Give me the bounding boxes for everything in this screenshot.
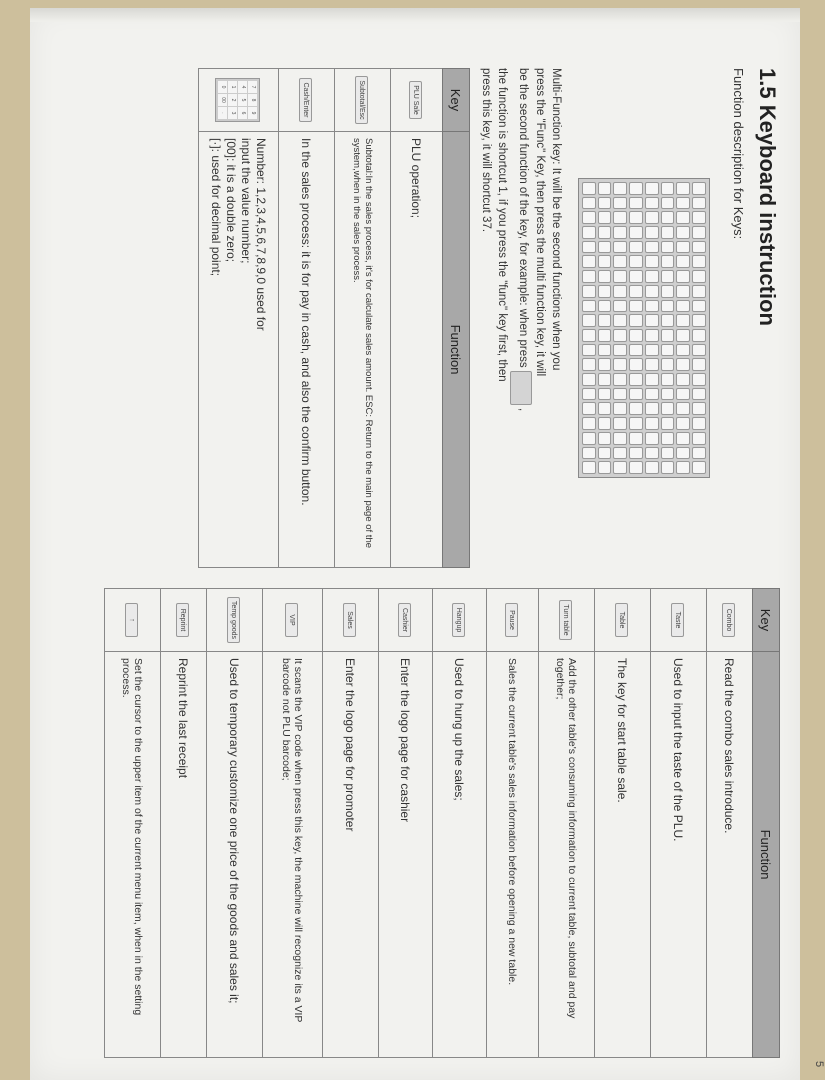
key-cap: Turn table <box>560 600 573 639</box>
keyboard-key <box>598 432 612 445</box>
keyboard-key <box>677 329 691 342</box>
keyboard-key <box>614 461 628 474</box>
keyboard-key <box>677 270 691 283</box>
keyboard-key <box>692 255 706 268</box>
table-header-function: Function <box>753 652 780 1058</box>
keyboard-key <box>614 388 628 401</box>
multi-function-description <box>478 68 564 568</box>
numpad-key: 9 <box>249 107 258 119</box>
keyboard-key <box>598 300 612 313</box>
table-row <box>433 589 487 1058</box>
keyboard-key <box>692 285 706 298</box>
keyboard-key <box>677 358 691 371</box>
keyboard-key <box>692 417 706 430</box>
keyboard-key <box>661 432 675 445</box>
keyboard-key <box>661 417 675 430</box>
keyboard-key <box>629 373 643 386</box>
keyboard-key <box>645 197 659 210</box>
keyboard-key <box>629 270 643 283</box>
keyboard-key <box>645 226 659 239</box>
table-header-function: Function <box>443 132 470 568</box>
function-text: Read the combo sales introduce. <box>707 652 753 1058</box>
numpad-key: 2 <box>229 94 238 106</box>
keyboard-key <box>614 197 628 210</box>
keyboard-key <box>661 402 675 415</box>
keyboard-key <box>598 358 612 371</box>
keyboard-key <box>582 241 596 254</box>
keyboard-key <box>614 270 628 283</box>
keyboard-key <box>614 314 628 327</box>
keyboard-key <box>661 344 675 357</box>
keyboard-key <box>598 211 612 224</box>
keyboard-key <box>582 211 596 224</box>
numpad-key: 8 <box>249 94 258 106</box>
keyboard-key <box>645 344 659 357</box>
key-cap: ↑ <box>126 603 139 637</box>
key-cap: Cashier <box>399 603 412 637</box>
keyboard-key <box>692 461 706 474</box>
keyboard-key <box>614 285 628 298</box>
para-line: Multi-Function key: It will be the second functions when you <box>550 68 562 371</box>
keyboard-key <box>629 182 643 195</box>
keyboard-key <box>614 329 628 342</box>
keyboard-key <box>661 358 675 371</box>
keyboard-key <box>614 432 628 445</box>
function-text: PLU operation; <box>391 132 443 568</box>
key-cash-enter: Cash/Enter <box>300 78 313 121</box>
keyboard-key <box>629 255 643 268</box>
numpad-key: 5 <box>239 94 248 106</box>
keyboard-key <box>692 388 706 401</box>
key-plu-sale: PLU Sale <box>410 81 423 119</box>
keyboard-key <box>629 358 643 371</box>
keyboard-key <box>677 314 691 327</box>
keyboard-key <box>614 344 628 357</box>
function-text: Number: 1,2,3,4,5,6,7,8,9,0 used for input the value number; [00]: it is a double zero; [·]: used for decimal point; <box>199 132 279 568</box>
key-subtotal-esc: Subtotal/Esc <box>356 76 369 123</box>
keyboard-key <box>661 461 675 474</box>
keyboard-key <box>629 402 643 415</box>
keyboard-key <box>677 197 691 210</box>
keyboard-key <box>614 241 628 254</box>
keyboard-key <box>645 432 659 445</box>
func-key-icon <box>510 371 532 405</box>
keyboard-key <box>582 270 596 283</box>
keyboard-key <box>692 182 706 195</box>
keyboard-key <box>598 402 612 415</box>
table-row <box>199 69 279 568</box>
numpad-key: 0 <box>219 81 228 93</box>
table-row <box>105 589 161 1058</box>
keyboard-key <box>645 358 659 371</box>
table-row <box>651 589 707 1058</box>
function-text: Subtotal:In the sales process, it's for calculate sales amount. ESC: Return to the main page of the system,when in the sales process. <box>335 132 391 568</box>
keyboard-key <box>614 402 628 415</box>
numpad-key: 3 <box>229 107 238 119</box>
keyboard-key <box>645 241 659 254</box>
para-line: press this key, it will shortcut 37. <box>480 68 492 233</box>
keyboard-key <box>661 182 675 195</box>
keyboard-key <box>582 432 596 445</box>
keyboard-key <box>614 211 628 224</box>
numpad-key: 4 <box>239 81 248 93</box>
keyboard-key <box>582 300 596 313</box>
keyboard-key <box>692 300 706 313</box>
right-key-table <box>104 588 780 1058</box>
keyboard-key <box>598 344 612 357</box>
para-line: press the "Func" Key, then press the multi function key, it will <box>534 68 546 377</box>
keyboard-key <box>661 314 675 327</box>
function-text: Enter the logo page for cashier <box>379 652 433 1058</box>
numpad-key: 7 <box>249 81 258 93</box>
keyboard-key <box>582 417 596 430</box>
keyboard-key <box>582 447 596 460</box>
table-row <box>207 589 263 1058</box>
keyboard-key <box>661 197 675 210</box>
keyboard-key <box>661 255 675 268</box>
keyboard-key <box>661 270 675 283</box>
keyboard-key <box>661 211 675 224</box>
keyboard-key <box>629 461 643 474</box>
key-cap: Taste <box>672 603 685 637</box>
keyboard-key <box>692 270 706 283</box>
keyboard-key <box>661 373 675 386</box>
key-cap: Combo <box>723 603 736 637</box>
keyboard-key <box>598 182 612 195</box>
keyboard-key <box>645 388 659 401</box>
left-key-table <box>198 68 470 568</box>
keyboard-key <box>692 329 706 342</box>
keyboard-key <box>582 373 596 386</box>
keyboard-key <box>614 226 628 239</box>
keyboard-key <box>598 447 612 460</box>
keyboard-key <box>677 226 691 239</box>
keyboard-key <box>692 211 706 224</box>
table-row <box>279 69 335 568</box>
keyboard-key <box>661 285 675 298</box>
keyboard-key <box>629 388 643 401</box>
keyboard-key <box>598 461 612 474</box>
function-text: It scans the VIP code when press this key, the machine will recognize its a VIP barcode not PLU barcode; <box>263 652 323 1058</box>
keyboard-key <box>692 197 706 210</box>
keyboard-key <box>598 226 612 239</box>
keyboard-key <box>661 241 675 254</box>
function-text: Add the other table's consuming information to current table, subtotal and pay together; <box>539 652 595 1058</box>
keyboard-key <box>677 285 691 298</box>
keyboard-key <box>677 241 691 254</box>
table-row <box>323 589 379 1058</box>
keyboard-key <box>629 241 643 254</box>
keyboard-key <box>614 182 628 195</box>
section-heading: 1.5 Keyboard instruction <box>755 68 780 326</box>
keyboard-key <box>629 226 643 239</box>
keyboard-key <box>582 226 596 239</box>
key-cap: Table <box>616 603 629 637</box>
table-row <box>263 589 323 1058</box>
function-text: Reprint the last receipt <box>161 652 207 1058</box>
keyboard-key <box>692 344 706 357</box>
keyboard-key <box>677 461 691 474</box>
table-header-key: Key <box>753 589 780 652</box>
keyboard-key <box>598 417 612 430</box>
table-header-key: Key <box>443 69 470 132</box>
key-cap: Reprint <box>177 603 190 637</box>
keyboard-key <box>629 314 643 327</box>
keyboard-key <box>661 226 675 239</box>
keyboard-key <box>582 197 596 210</box>
right-column <box>70 588 780 1068</box>
function-text: The key for start table sale. <box>595 652 651 1058</box>
key-cap: Temp goods <box>228 597 241 643</box>
function-text: Set the cursor to the upper item of the current menu item, when in the setting process. <box>105 652 161 1058</box>
keyboard-key <box>645 447 659 460</box>
keyboard-key <box>614 358 628 371</box>
keyboard-key <box>645 285 659 298</box>
numpad-key: 1 <box>229 81 238 93</box>
keyboard-key <box>692 402 706 415</box>
keyboard-key <box>629 300 643 313</box>
keyboard-key <box>645 373 659 386</box>
keyboard-key <box>629 211 643 224</box>
keyboard-key <box>645 402 659 415</box>
keyboard-key <box>582 344 596 357</box>
key-cap: Sales <box>344 603 357 637</box>
keyboard-key <box>582 388 596 401</box>
keyboard-key <box>692 447 706 460</box>
numpad-key: 00 <box>219 94 228 106</box>
para-line: the function is shortcut 1, if you press the "func" key first, then <box>496 68 508 382</box>
table-row <box>335 69 391 568</box>
keyboard-key <box>614 447 628 460</box>
rotated-content <box>70 68 780 1068</box>
function-text: Sales the current table's sales information before opening a new table. <box>487 652 539 1058</box>
keyboard-key <box>582 329 596 342</box>
table-row <box>391 69 443 568</box>
keyboard-key <box>661 300 675 313</box>
keyboard-key <box>677 344 691 357</box>
keyboard-key <box>645 417 659 430</box>
keyboard-key <box>692 358 706 371</box>
keyboard-key <box>677 417 691 430</box>
keyboard-key <box>645 182 659 195</box>
keyboard-key <box>692 432 706 445</box>
keyboard-key <box>645 314 659 327</box>
numpad-key: 6 <box>239 107 248 119</box>
keyboard-key <box>598 373 612 386</box>
keyboard-key <box>677 211 691 224</box>
page-binding <box>30 8 800 22</box>
table-row <box>707 589 753 1058</box>
table-row <box>487 589 539 1058</box>
keyboard-key <box>677 373 691 386</box>
keyboard-key <box>645 211 659 224</box>
keyboard-key <box>645 329 659 342</box>
keyboard-key <box>629 417 643 430</box>
keyboard-key <box>598 270 612 283</box>
function-text: In the sales process: it is for pay in cash, and also the confirm button. <box>279 132 335 568</box>
keyboard-key <box>692 314 706 327</box>
keyboard-key <box>629 329 643 342</box>
keyboard-key <box>629 432 643 445</box>
keyboard-key <box>582 255 596 268</box>
para-line: be the second function of the key, for example: when press , <box>510 68 532 568</box>
keyboard-key <box>677 300 691 313</box>
keyboard-key <box>629 285 643 298</box>
keyboard-key <box>645 300 659 313</box>
keyboard-key <box>598 388 612 401</box>
keyboard-key <box>582 285 596 298</box>
keyboard-key <box>661 388 675 401</box>
keyboard-key <box>677 388 691 401</box>
keyboard-key <box>629 344 643 357</box>
keyboard-key <box>614 255 628 268</box>
keyboard-key <box>582 402 596 415</box>
keyboard-key <box>692 226 706 239</box>
numpad-icon <box>216 78 261 122</box>
left-column <box>70 68 780 568</box>
table-row <box>539 589 595 1058</box>
key-cap: Pause <box>506 603 519 637</box>
keyboard-key <box>661 447 675 460</box>
function-text: Used to hung up the sales; <box>433 652 487 1058</box>
function-text: Used to input the taste of the PLU. <box>651 652 707 1058</box>
keyboard-key <box>598 314 612 327</box>
keyboard-key <box>629 197 643 210</box>
keyboard-key <box>582 182 596 195</box>
numpad-key: . <box>219 107 228 119</box>
keyboard-key <box>598 255 612 268</box>
key-cap: Hangup <box>453 603 466 637</box>
keyboard-key <box>614 373 628 386</box>
section-subheading: Function description for Keys: <box>731 68 746 240</box>
keyboard-key <box>598 241 612 254</box>
keyboard-key <box>598 285 612 298</box>
keyboard-key <box>677 447 691 460</box>
function-text: Enter the logo page for promoter <box>323 652 379 1058</box>
keyboard-key <box>614 300 628 313</box>
keyboard-diagram <box>578 178 710 478</box>
keyboard-key <box>598 197 612 210</box>
keyboard-key <box>677 182 691 195</box>
keyboard-key <box>629 447 643 460</box>
keyboard-key <box>677 402 691 415</box>
keyboard-key <box>692 241 706 254</box>
keyboard-key <box>645 255 659 268</box>
keyboard-key <box>614 417 628 430</box>
page-number: 5 <box>813 1060 825 1068</box>
keyboard-key <box>645 270 659 283</box>
keyboard-key <box>677 255 691 268</box>
table-row <box>595 589 651 1058</box>
key-cap: VIP <box>286 603 299 637</box>
keyboard-key <box>582 461 596 474</box>
function-text: Used to temporary customize one price of the goods and sales it; <box>207 652 263 1058</box>
table-row <box>379 589 433 1058</box>
keyboard-key <box>692 373 706 386</box>
keyboard-key <box>661 329 675 342</box>
manual-page <box>30 8 825 1080</box>
table-row <box>161 589 207 1058</box>
keyboard-key <box>582 314 596 327</box>
keyboard-key <box>582 358 596 371</box>
keyboard-key <box>677 432 691 445</box>
keyboard-key <box>645 461 659 474</box>
keyboard-key <box>598 329 612 342</box>
